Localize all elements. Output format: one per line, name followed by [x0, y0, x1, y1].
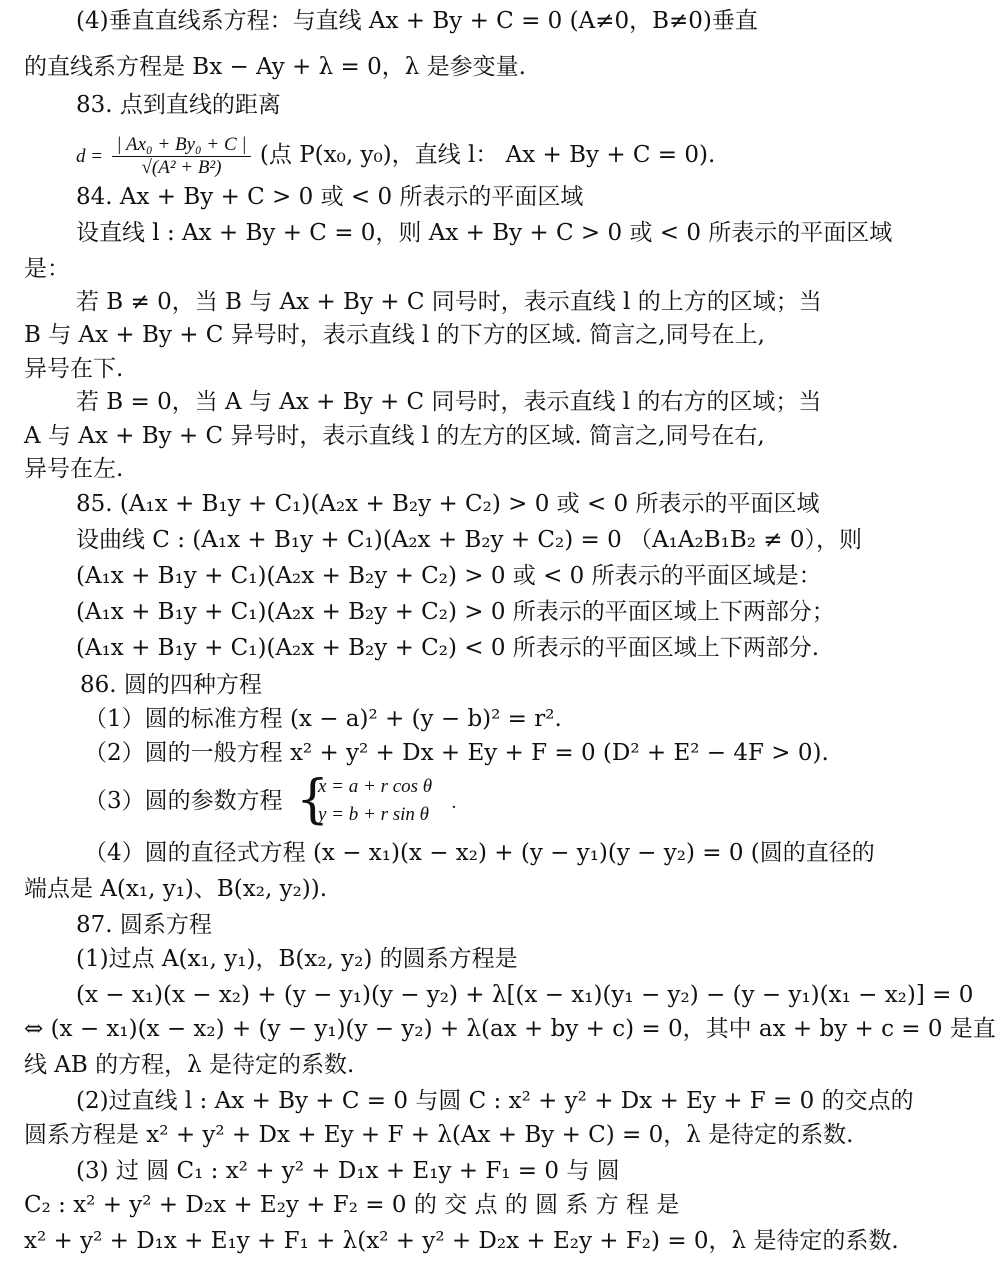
text-line-p84-8: 异号在左.: [24, 456, 124, 482]
parametric-brace: {: [296, 770, 330, 830]
text-line-p86-3: （3）圆的参数方程: [84, 788, 283, 814]
parametric-period: .: [452, 792, 457, 813]
text-line-p84-4: B 与 Ax + By + C 异号时，表示直线 l 的下方的区域. 简言之,同号在上,: [24, 322, 765, 348]
text-line-h87: 87. 圆系方程: [76, 912, 212, 938]
text-line-h86: 86. 圆的四种方程: [80, 672, 262, 698]
text-line-p87-7: (3) 过 圆 C₁ : x² + y² + D₁x + E₁y + F₁ = 0 与 圆: [76, 1158, 620, 1184]
text-line-p87-1: (1)过点 A(x₁, y₁)，B(x₂, y₂) 的圆系方程是: [76, 946, 518, 972]
text-line-p85-2: (A₁x + B₁y + C₁)(A₂x + B₂y + C₂) > 0 或 < 0 所表示的平面区域是：: [76, 563, 822, 589]
text-line-p87-8: C₂ : x² + y² + D₂x + E₂y + F₂ = 0 的 交 点 的 圆 系 方 程 是: [24, 1192, 680, 1218]
text-line-p84-3: 若 B ≠ 0，当 B 与 Ax + By + C 同号时，表示直线 l 的上方的区域；当: [76, 289, 822, 315]
text-line-p85-3: (A₁x + B₁y + C₁)(A₂x + B₂y + C₂) > 0 所表示的平面区域上下两部分；: [76, 599, 835, 625]
text-line-p87-2: (x − x₁)(x − x₂) + (y − y₁)(y − y₂) + λ[(x − x₁)(y₁ − y₂) − (y − y₁)(x₁ − x₂)] = 0: [76, 982, 974, 1008]
text-line-p84-6: 若 B = 0，当 A 与 Ax + By + C 同号时，表示直线 l 的右方的区域；当: [76, 389, 822, 415]
text-line-h85: 85. (A₁x + B₁y + C₁)(A₂x + B₂y + C₂) > 0 或 < 0 所表示的平面区域: [76, 491, 820, 517]
text-line-p87-3: ⇔ (x − x₁)(x − x₂) + (y − y₁)(y − y₂) + λ(ax + by + c) = 0，其中 ax + by + c = 0 是直: [24, 1016, 996, 1042]
parametric-x-equation: x = a + r cos θ: [318, 776, 433, 797]
text-line-p86-4: （4）圆的直径式方程 (x − x₁)(x − x₂) + (y − y₁)(y − y₂) = 0 (圆的直径的: [84, 840, 875, 866]
text-line-p87-4: 线 AB 的方程，λ 是待定的系数.: [24, 1052, 355, 1078]
distance-fraction: [112, 134, 250, 179]
distance-formula-line: [76, 128, 879, 182]
text-line-s4-perp-1: (4)垂直直线系方程：与直线 Ax + By + C = 0 (A≠0，B≠0)垂直: [76, 8, 758, 34]
distance-denominator: √(A² + B²): [141, 156, 222, 178]
text-line-p85-4: (A₁x + B₁y + C₁)(A₂x + B₂y + C₂) < 0 所表示的平面区域上下两部分.: [76, 635, 820, 661]
text-line-p86-5: 端点是 A(x₁, y₁)、B(x₂, y₂)).: [24, 876, 328, 902]
text-line-p84-2: 是：: [24, 256, 70, 282]
text-line-h83: 83. 点到直线的距离: [76, 92, 281, 118]
text-line-p87-5: (2)过直线 l : Ax + By + C = 0 与圆 C : x² + y² + Dx + Ey + F = 0 的交点的: [76, 1088, 914, 1114]
text-line-p87-9: x² + y² + D₁x + E₁y + F₁ + λ(x² + y² + D₂x + E₂y + F₂) = 0，λ 是待定的系数.: [24, 1228, 899, 1254]
text-line-p85-1: 设曲线 C : (A₁x + B₁y + C₁)(A₂x + B₂y + C₂) = 0 （A₁A₂B₁B₂ ≠ 0），则: [76, 527, 862, 553]
distance-numerator: | Ax₀ + By₀ + C |: [112, 134, 250, 157]
distance-lhs: d =: [76, 146, 104, 167]
text-line-p84-7: A 与 Ax + By + C 异号时，表示直线 l 的左方的区域. 简言之,同号在右,: [24, 423, 765, 449]
text-line-p86-1: （1）圆的标准方程 (x − a)² + (y − b)² = r².: [84, 706, 562, 732]
text-line-p84-5: 异号在下.: [24, 356, 124, 382]
text-line-p87-6: 圆系方程是 x² + y² + Dx + Ey + F + λ(Ax + By + C) = 0，λ 是待定的系数.: [24, 1122, 854, 1148]
parametric-y-equation: y = b + r sin θ: [318, 804, 429, 825]
distance-tail: (点 P(x₀, y₀)，直线 l： Ax + By + C = 0).: [259, 142, 716, 168]
text-line-p84-1: 设直线 l : Ax + By + C = 0，则 Ax + By + C > 0 或 < 0 所表示的平面区域: [76, 220, 893, 246]
text-line-p86-2: （2）圆的一般方程 x² + y² + Dx + Ey + F = 0 (D² + E² − 4F > 0).: [84, 740, 829, 766]
text-line-h84: 84. Ax + By + C > 0 或 < 0 所表示的平面区域: [76, 184, 584, 210]
text-line-s4-perp-2: 的直线系方程是 Bx − Ay + λ = 0，λ 是参变量.: [24, 54, 526, 80]
